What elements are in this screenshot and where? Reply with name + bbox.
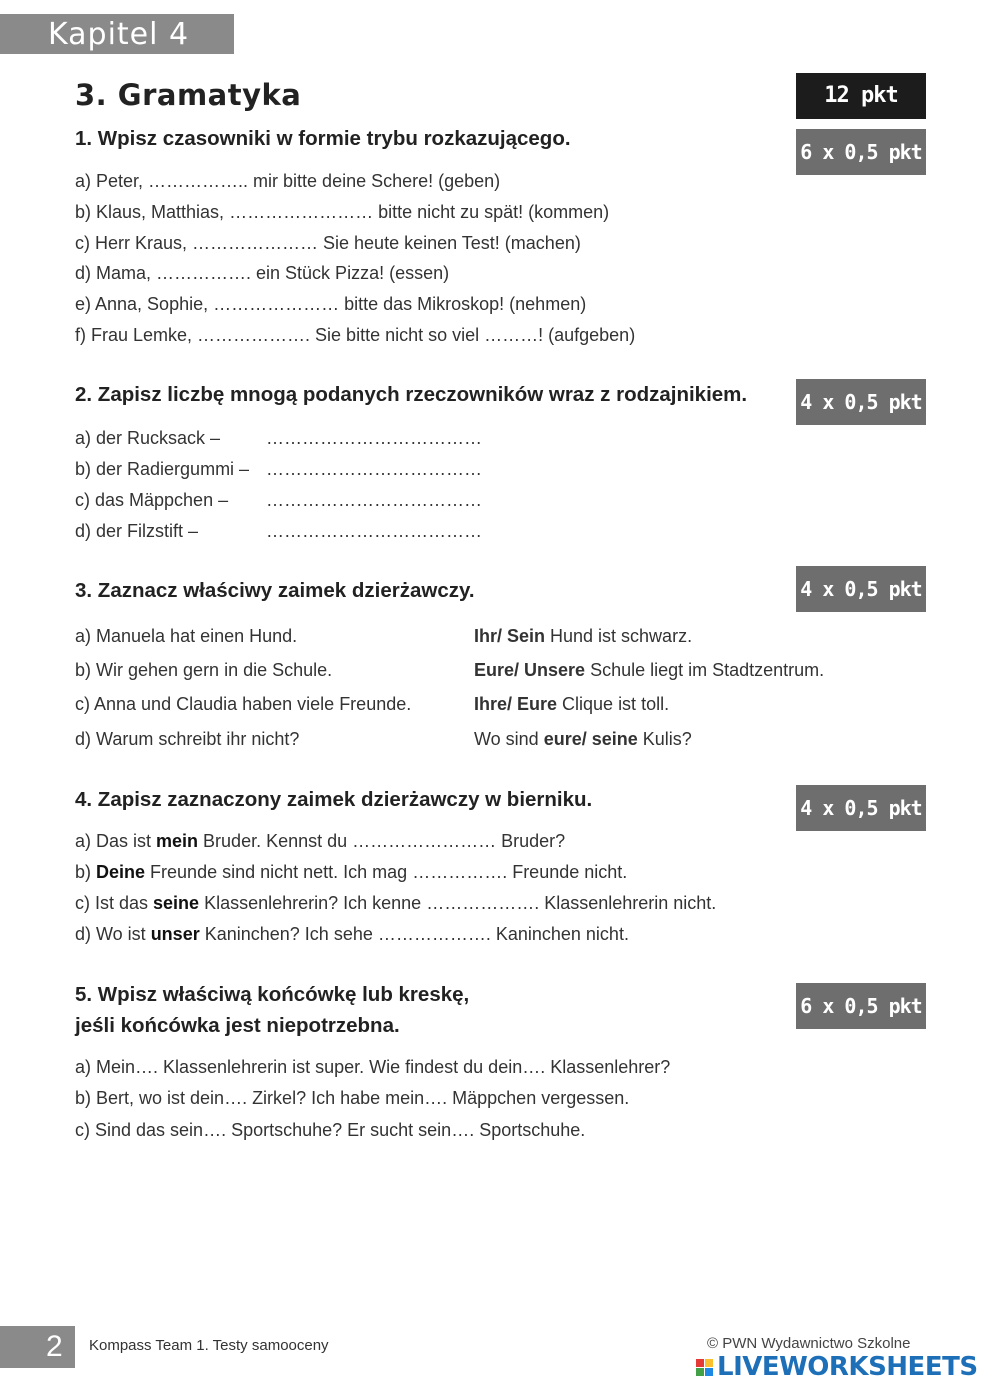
task-2-item-label: b) der Radiergummi – [75, 459, 250, 479]
liveworksheets-logo[interactable] [696, 1352, 978, 1382]
task-4-line: c) Ist das seine Klassenlehrerin? Ich kenne ………………. Klassenlehrerin nicht. [75, 893, 717, 913]
task-3-choice: Ihr/ Sein Hund ist schwarz. [474, 626, 693, 646]
task-4-title: 4. Zapisz zaznaczony zaimek dzierżawczy w bierniku. [75, 788, 593, 811]
page-number-band [0, 1326, 75, 1368]
task-3-title: 3. Zaznacz właściwy zaimek dzierżawczy. [75, 579, 475, 602]
task-1-points-badge: 6 x 0,5 pkt [796, 129, 926, 175]
task-4-line: b) Deine Freunde sind nicht nett. Ich mag ……………. Freunde nicht. [75, 862, 628, 882]
task-4-points-badge: 4 x 0,5 pkt [796, 785, 926, 831]
task-5-points-badge: 6 x 0,5 pkt [796, 983, 926, 1029]
task-3-choice: Ihre/ Eure Clique ist toll. [474, 694, 670, 714]
book-title: Kompass Team 1. Testy samooceny [89, 1337, 329, 1354]
task-5-line: b) Bert, wo ist dein…. Zirkel? Ich habe mein…. Mäppchen vergessen. [75, 1088, 630, 1108]
task-3-sentence: d) Warum schreibt ihr nicht? [75, 729, 300, 749]
total-points-badge: 12 pkt [796, 73, 926, 119]
task-5-title-line-2: jeśli końcówka jest niepotrzebna. [75, 1014, 400, 1037]
task-3-sentence: b) Wir gehen gern in die Schule. [75, 660, 333, 680]
task-2-item-label: a) der Rucksack – [75, 428, 221, 448]
logo-cubes-icon [696, 1359, 713, 1376]
task-1-title: 1. Wpisz czasowniki w formie trybu rozkazującego. [75, 127, 571, 150]
task-5-title-line-1: 5. Wpisz właściwą końcówkę lub kreskę, [75, 983, 470, 1006]
pronoun-choice[interactable]: eure/ seine [543, 729, 638, 749]
task-5-line: a) Mein…. Klassenlehrerin ist super. Wie findest du dein…. Klassenlehrer? [75, 1057, 671, 1077]
task-1-line: c) Herr Kraus, ………………… Sie heute keinen Test! (machen) [75, 233, 581, 253]
task-3-sentence: c) Anna und Claudia haben viele Freunde. [75, 694, 412, 714]
task-2-item-label: c) das Mäppchen – [75, 490, 229, 510]
pronoun-choice[interactable]: Eure/ Unsere [474, 660, 586, 680]
task-1-line: a) Peter, …………….. mir bitte deine Schere! (geben) [75, 171, 501, 191]
task-2-answer-blank[interactable]: ……………………………… [266, 521, 482, 541]
page-number: 2 [46, 1330, 63, 1363]
task-1-line: b) Klaus, Matthias, …………………… bitte nicht zu spät! (kommen) [75, 202, 610, 222]
logo-text: LIVEWORKSHEETS [717, 1352, 978, 1382]
task-2-answer-blank[interactable]: ……………………………… [266, 490, 482, 510]
task-1-line: f) Frau Lemke, ………………. Sie bitte nicht so viel ………! (aufgeben) [75, 325, 636, 345]
chapter-title: Kapitel 4 [48, 17, 190, 52]
task-3-sentence: a) Manuela hat einen Hund. [75, 626, 298, 646]
copyright-notice: © PWN Wydawnictwo Szkolne [707, 1335, 911, 1352]
task-2-points-badge: 4 x 0,5 pkt [796, 379, 926, 425]
task-2-answer-blank[interactable]: ……………………………… [266, 428, 482, 448]
task-1-line: d) Mama, ……………. ein Stück Pizza! (essen) [75, 263, 450, 283]
task-3-choice: Wo sind eure/ seine Kulis? [474, 729, 692, 749]
task-5-line: c) Sind das sein…. Sportschuhe? Er sucht sein…. Sportschuhe. [75, 1120, 586, 1140]
task-2-answer-blank[interactable]: ……………………………… [266, 459, 482, 479]
pronoun-choice[interactable]: Ihre/ Eure [474, 694, 558, 714]
task-4-line: d) Wo ist unser Kaninchen? Ich sehe ………………. Kaninchen nicht. [75, 924, 629, 944]
task-3-points-badge: 4 x 0,5 pkt [796, 566, 926, 612]
task-1-line: e) Anna, Sophie, ………………… bitte das Mikroskop! (nehmen) [75, 294, 587, 314]
task-2-title: 2. Zapisz liczbę mnogą podanych rzeczowników wraz z rodzajnikiem. [75, 383, 748, 406]
task-4-line: a) Das ist mein Bruder. Kennst du …………………… Bruder? [75, 831, 566, 851]
task-3-choice: Eure/ Unsere Schule liegt im Stadtzentrum. [474, 660, 825, 680]
pronoun-choice[interactable]: Ihr/ Sein [474, 626, 546, 646]
section-title: 3. Gramatyka [75, 78, 302, 112]
task-2-item-label: d) der Filzstift – [75, 521, 199, 541]
